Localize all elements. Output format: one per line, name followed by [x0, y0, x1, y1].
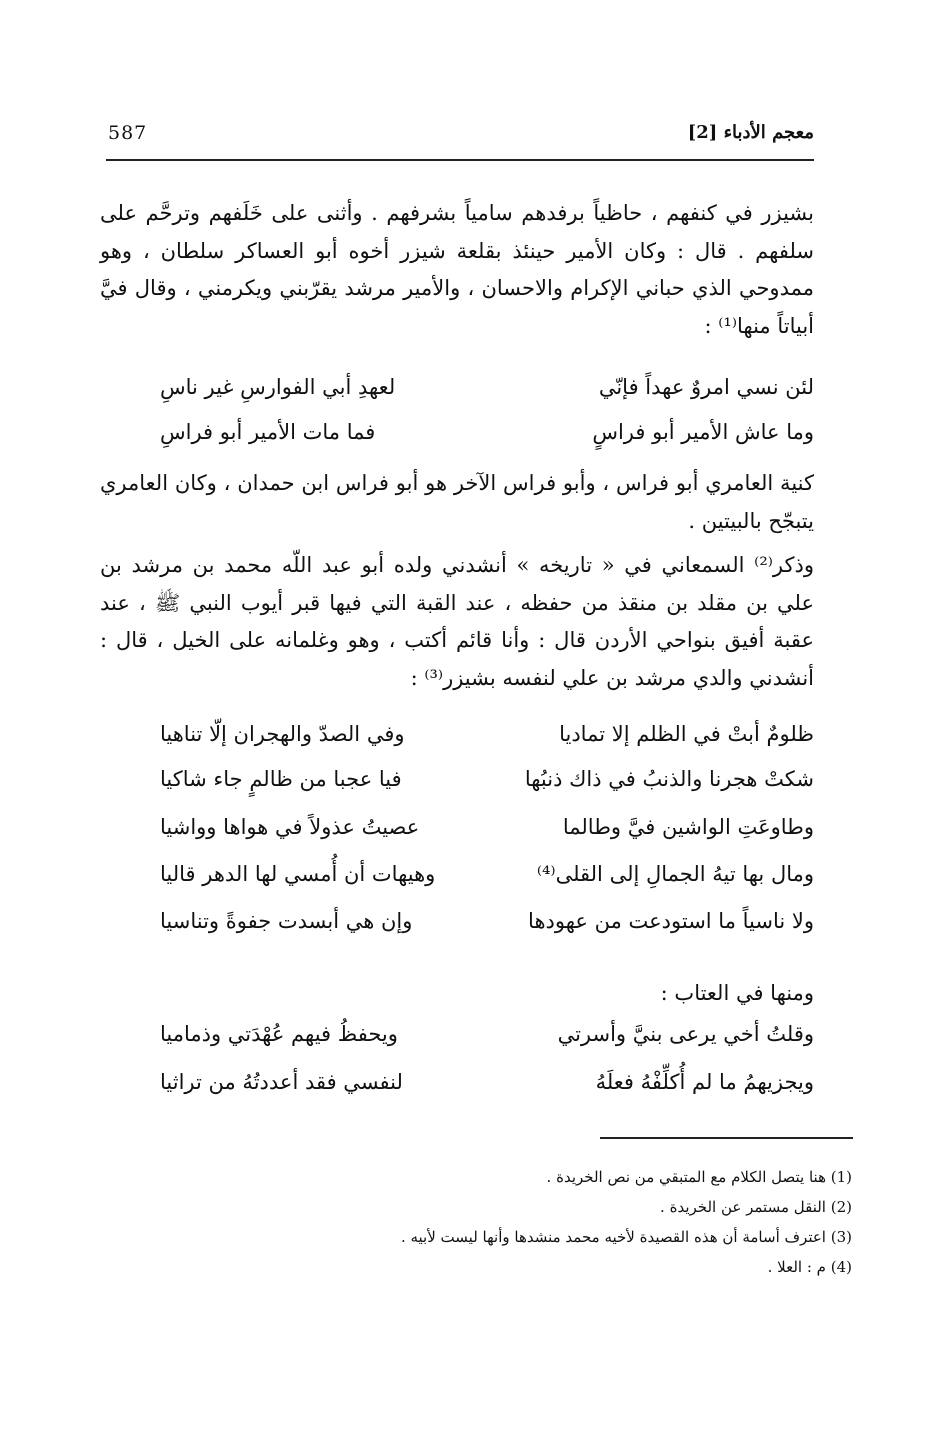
verse-second-hemistich: ويحفظُ فيهم عُهْدَتي وذماميا — [160, 1022, 398, 1046]
verse-second-hemistich: فما مات الأمير أبو فراسِ — [160, 420, 376, 444]
verse-second-hemistich: عصيتُ عذولاً في هواها وواشيا — [160, 815, 420, 839]
verse-row — [130, 767, 814, 811]
verse-first-hemistich: لئن نسي امروٌ عهداً فإنّي — [598, 375, 814, 399]
verse-row — [130, 909, 814, 953]
verse-second-hemistich: وفي الصدّ والهجران إلّا تناهيا — [160, 722, 405, 746]
paragraph-2: كنية العامري أبو فراس ، وأبو فراس الآخر هو أبو فراس ابن حمدان ، وكان العامري يتبجّح بالبيتين . — [100, 471, 814, 533]
footnote: (3) اعترف أسامة أن هذه القصيدة لأخيه محمد منشدها وأنها ليست لأبيه . — [400, 1228, 852, 1246]
verse-first-hemistich: ومال بها تيهُ الجمالِ إلى القلى⁽⁴⁾ — [536, 862, 814, 886]
footnote: (4) م : العلا . — [767, 1258, 852, 1276]
paragraph-1: بشيزر في كنفهم ، حاظياً برفدهم سامياً بشرفهم . وأثنى على خَلَفهم وترحَّم على سلفهم . قال : وكان الأمير حينئذ بقلعة شيزر أخوه أبو العساكر سلطان ، وهو ممدوحي الذي حباني الإكرام والاحسان ، والأمير مرشد يقرّبني ويكرمني ، وقال فيَّ أبياتاً منها⁽¹⁾ : — [100, 201, 814, 338]
paragraph-3: وذكر⁽²⁾ السمعاني في « تاريخه » أنشدني ولده أبو عبد اللّه محمد بن مرشد بن علي بن مقلد بن منقذ من حفظه ، عند القبة التي فيها قبر أيوب النبي ﷺ ، عند عقبة أفيق بنواحي الأردن قال : وأنا قائم أكتب ، وهو وغلمانه على الخيل ، قال : أنشدني والدي مرشد بن علي لنفسه بشيزر⁽³⁾ : — [100, 553, 814, 690]
verse-second-hemistich: وهيهات أن أُمسي لها الدهر قاليا — [160, 862, 436, 886]
verse-first-hemistich: ظلومٌ أبتْ في الظلم إلا تماديا — [559, 722, 814, 746]
verse-row — [130, 1022, 814, 1066]
verse-row — [130, 815, 814, 859]
verse-first-hemistich: وما عاش الأمير أبو فراسٍ — [592, 420, 814, 444]
running-title: معجم الأدباء [2] — [687, 122, 814, 143]
verse-first-hemistich: وطاوعَتِ الواشين فيَّ وطالما — [562, 815, 814, 839]
verse-second-hemistich: لعهدِ أبي الفوارسِ غير ناسِ — [160, 375, 396, 399]
header-rule — [106, 159, 814, 161]
page-header — [108, 122, 814, 152]
paragraph-4: ومنها في العتاب : — [660, 981, 814, 1005]
verse-row — [130, 722, 814, 766]
footnote: (1) هنا يتصل الكلام مع المتبقي من نص الخريدة . — [546, 1168, 852, 1186]
verse-first-hemistich: شكتْ هجرنا والذنبُ في ذاك ذنبُها — [524, 767, 814, 791]
footnote: (2) النقل مستمر عن الخريدة . — [660, 1198, 852, 1216]
verse-row — [130, 420, 814, 464]
verse-first-hemistich: وقلتُ أخي يرعى بنيَّ وأسرتي — [557, 1022, 814, 1046]
verse-second-hemistich: وإن هي أبسدت جفوةً وتناسيا — [160, 909, 413, 933]
verse-second-hemistich: فيا عجبا من ظالمٍ جاء شاكيا — [160, 767, 402, 791]
verse-row — [130, 1070, 814, 1114]
page-number: 587 — [108, 122, 148, 144]
footnotes — [100, 1162, 852, 1282]
verse-row — [130, 862, 814, 906]
verse-first-hemistich: ولا ناسياً ما استودعت من عهودها — [528, 909, 814, 933]
footnote-rule — [600, 1137, 853, 1139]
verse-row — [130, 375, 814, 419]
verse-second-hemistich: لنفسي فقد أعددتُهُ من تراثيا — [160, 1070, 403, 1094]
verse-first-hemistich: ويجزيهمُ ما لم أُكلِّفْهُ فعلَهُ — [595, 1070, 814, 1094]
